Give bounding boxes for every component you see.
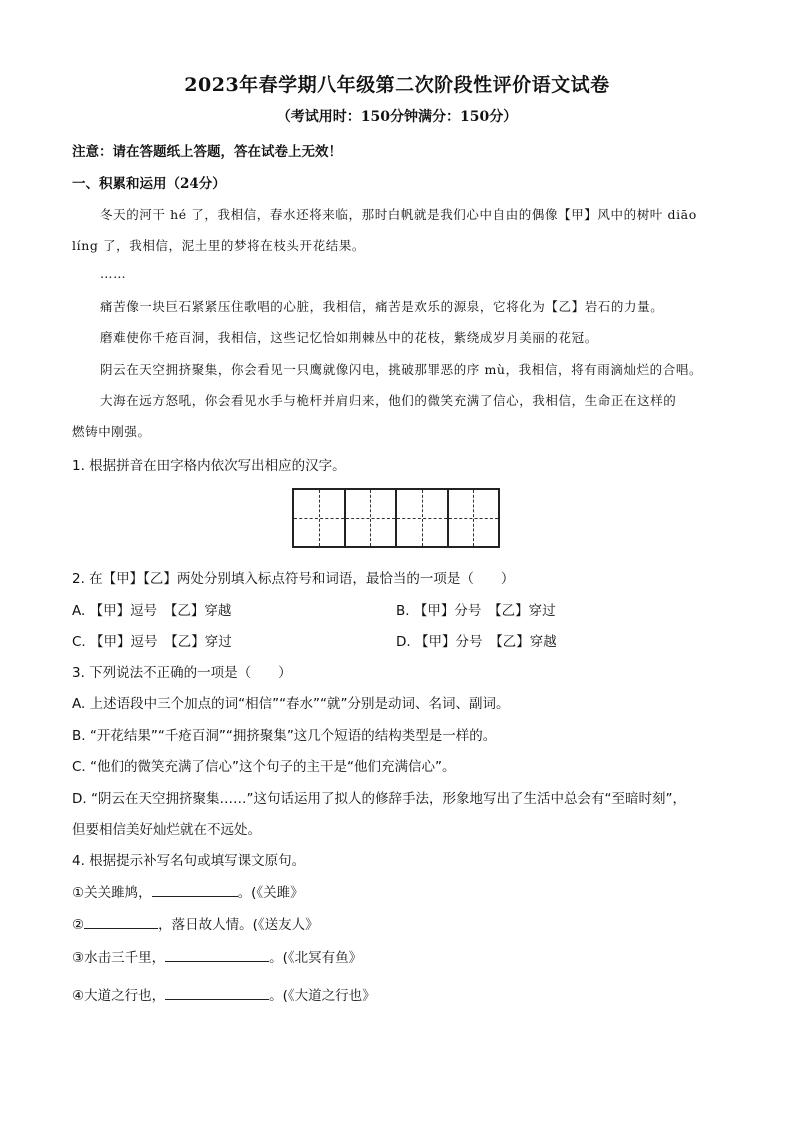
answer-blank[interactable]	[165, 949, 269, 962]
passage-ellipsis: ……	[100, 266, 127, 281]
grid-cell[interactable]	[294, 490, 346, 546]
answer-blank[interactable]	[165, 987, 269, 1000]
passage-p1-line1: 冬天的河干 hé 了，我相信，春水还将来临，那时白帆就是我们心中自由的偶像【甲】风中的树叶 diāo	[100, 207, 697, 222]
passage-p3: 磨难使你千疮百洞，我相信，这些记忆恰如荆棘丛中的花枝，紫绕成岁月美丽的花冠。	[100, 330, 598, 345]
question-2-stem: 2. 在【甲】【乙】两处分别填入标点符号和词语，最恰当的一项是（ ）	[72, 571, 515, 587]
question-3-option-a: A. 上述语段中三个加点的词“相信”“春水”“就”分别是动词、名词、副词。	[72, 696, 510, 712]
item-1-suffix: 。(《关雎》	[237, 885, 304, 901]
passage-p2: 痛苦像一块巨石紧紧压住歌唱的心脏，我相信，痛苦是欢乐的源泉，它将化为【乙】岩石的力量。	[100, 299, 664, 314]
item-4-prefix: ④大道之行也，	[72, 988, 166, 1004]
item-3-suffix: 。(《北冥有鱼》	[269, 950, 363, 966]
section-heading: 一、积累和运用（24分）	[72, 176, 226, 192]
passage-p5-line1: 大海在远方怒吼，你会看见水手与桅杆并肩归来，他们的微笑充满了信心，我相信，生命正在这样的	[100, 393, 677, 408]
question-2-option-c: C. 【甲】逗号 【乙】穿过	[72, 634, 232, 650]
question-2-option-d: D. 【甲】分号 【乙】穿越	[396, 634, 557, 650]
passage-p4: 阴云在天空拥挤聚集，你会看见一只鹰就像闪电，挑破那罪恶的序 mù，我相信，将有雨滴灿烂的合唱。	[100, 362, 703, 377]
character-grid	[292, 488, 500, 548]
item-2-suffix: ，落日故人情。(《送友人》	[158, 917, 319, 933]
grid-cell[interactable]	[397, 490, 449, 546]
exam-title: 2023年春学期八年级第二次阶段性评价语文试卷	[184, 74, 610, 96]
question-4-item-1	[72, 881, 304, 901]
item-2-prefix: ②	[72, 917, 85, 933]
question-1: 1. 根据拼音在田字格内依次写出相应的汉字。	[72, 458, 346, 474]
question-4-item-2	[72, 913, 319, 933]
question-4-item-4	[72, 984, 376, 1004]
exam-subtitle: （考试用时：150分钟满分：150分）	[276, 109, 518, 125]
question-3-option-b: B. “开花结果”“千疮百洞”“拥挤聚集”这几个短语的结构类型是一样的。	[72, 728, 497, 744]
answer-blank[interactable]	[152, 884, 238, 897]
question-2-option-a: A. 【甲】逗号 【乙】穿越	[72, 603, 232, 619]
question-3-stem: 3. 下列说法不正确的一项是（ ）	[72, 665, 292, 681]
item-3-prefix: ③水击三千里，	[72, 950, 166, 966]
question-2-option-b: B. 【甲】分号 【乙】穿过	[396, 603, 556, 619]
question-3-option-d-line2: 但要相信美好灿烂就在不远处。	[72, 822, 261, 838]
question-3-option-c: C. “他们的微笑充满了信心”这个句子的主干是“他们充满信心”。	[72, 759, 456, 775]
answer-blank[interactable]	[84, 916, 158, 929]
item-4-suffix: 。(《大道之行也》	[269, 988, 376, 1004]
question-4-stem: 4. 根据提示补写名句或填写课文原句。	[72, 853, 306, 869]
question-4-item-3	[72, 946, 362, 966]
notice-text: 注意：请在答题纸上答题，答在试卷上无效！	[72, 144, 342, 160]
question-3-option-d-line1: D. “阴云在天空拥挤聚集……”这句话运用了拟人的修辞手法，形象地写出了生活中总会有“至暗时刻”，	[72, 791, 686, 807]
passage-p5-line2: 燃铸中刚强。	[72, 424, 151, 439]
passage-p1-line2: líng 了，我相信，泥土里的梦将在枝头开花结果。	[72, 238, 366, 253]
item-1-prefix: ①关关雎鸠，	[72, 885, 152, 901]
grid-cell[interactable]	[346, 490, 398, 546]
grid-cell[interactable]	[449, 490, 499, 546]
